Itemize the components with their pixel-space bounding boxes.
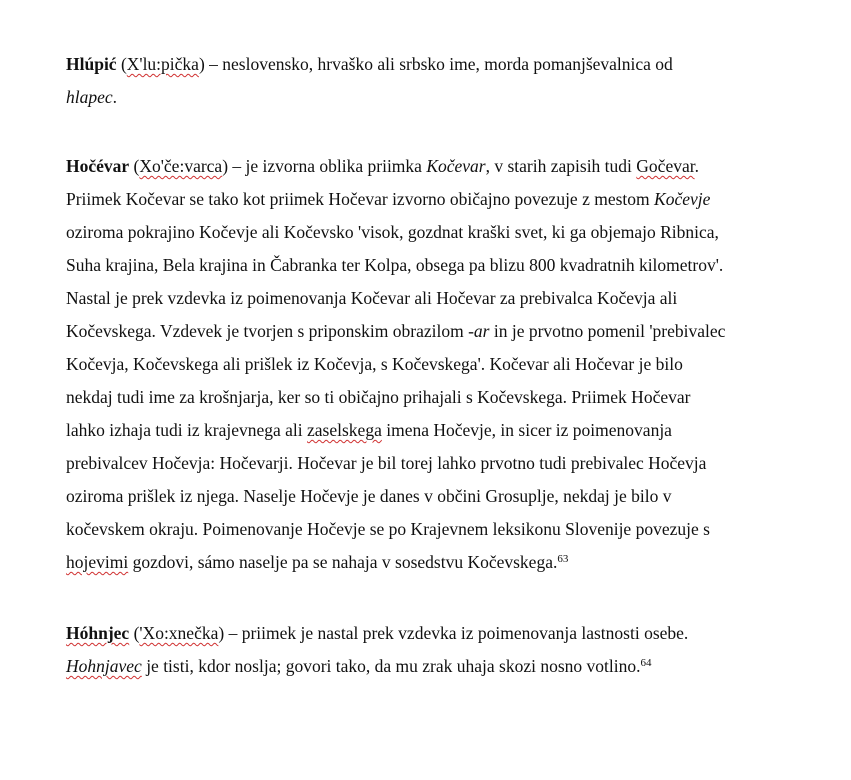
entry-line [66,81,806,114]
pronunciation: Xo'če:varca [139,156,223,176]
italic-term: Kočevar [426,156,486,176]
entry-line [66,315,806,348]
entry-line: Suha krajina, Bela krajina in Čabranka ter Kolpa, obsega pa blizu 800 kvadratnih kilometrov'. [66,255,724,275]
entry-text: in je prvotno pomenil 'prebivalec [493,321,726,341]
spellcheck-word: Gočevar [636,156,695,176]
entry-text: – je izvorna oblika priimka [232,156,422,176]
entry-text: – neslovensko, hrvaško ali srbsko ime, morda pomanjševalnica od [209,54,673,74]
entry-line [66,650,806,683]
entry-line: Hóhnjec ('Xo:xnečka) – priimek je nastal prek vzdevka iz poimenovanja lastnosti osebe. [66,623,689,643]
footnote-ref[interactable]: 64 [640,657,652,669]
entry-text: – priimek je nastal prek vzdevka iz poimenovanja lastnosti osebe. [228,623,689,643]
entry-hlupic [66,48,806,114]
entry-hocevar [66,150,806,579]
spellcheck-word: hojevimi [66,552,129,572]
entry-headword: Hočévar [66,156,130,176]
footnote-ref[interactable]: 63 [557,553,569,565]
entry-line: Kočevja, Kočevskega ali prišlek iz Kočevja, s Kočevskega'. Kočevar ali Hočevar je bilo [66,354,683,374]
pronunciation: X'lu:pička [126,54,199,74]
entry-line: nekdaj tudi ime za krošnjarja, ker so ti običajno prihajali s Kočevskega. Priimek Hočevar [66,387,691,407]
entry-text: lahko izhaja tudi iz krajevnega ali [66,420,303,440]
entry-line: prebivalcev Hočevja: Hočevarji. Hočevar je bil torej lahko prvotno tudi prebivalec Hočevja [66,453,707,473]
entry-text: imena Hočevje, in sicer iz poimenovanja [386,420,672,440]
entry-line: Hlúpić (X'lu:pička) – neslovensko, hrvaško ali srbsko ime, morda pomanjševalnica od [66,54,673,74]
entry-line: Nastal je prek vzdevka iz poimenovanja Kočevar ali Hočevar za prebivalca Kočevja ali [66,288,678,308]
entry-text: Kočevskega. Vzdevek je tvorjen s priponskim obrazilom [66,321,464,341]
entry-headword: Hlúpić [66,54,117,74]
italic-term: hlapec [66,87,113,107]
entry-line [66,414,806,447]
spellcheck-word: zaselskega [307,420,382,440]
italic-term: -ar [468,321,490,341]
entry-text: . [112,87,118,107]
italic-term: Kočevje [654,189,711,209]
entry-line: oziroma pokrajino Kočevje ali Kočevsko 'visok, gozdnat kraški svet, ki ga objemajo Ribnica, [66,222,719,242]
entry-headword: Hóhnjec [66,623,130,643]
entry-text: . [694,156,699,176]
entry-line: oziroma prišlek iz njega. Naselje Hočevje je danes v občini Grosuplje, nekdaj je bilo v [66,486,672,506]
italic-term: Hohnjavec [66,656,142,676]
entry-line: kočevskem okraju. Poimenovanje Hočevje se po Krajevnem leksikonu Slovenije povezuje s [66,519,710,539]
entry-line: Hočévar (Xo'če:varca) – je izvorna oblika priimka Kočevar, v starih zapisih tudi Gočevar. [66,156,699,176]
entry-text: gozdovi, sámo naselje pa se nahaja v sosedstvu Kočevskega. [132,552,558,572]
pronunciation: 'Xo:xnečka [139,623,219,643]
entry-text: , v starih zapisih tudi [485,156,632,176]
entry-text: je tisti, kdor noslja; govori tako, da mu zrak uhaja skozi nosno votlino. [146,656,641,676]
entry-line [66,183,806,216]
entry-text: Priimek Kočevar se tako kot priimek Hočevar izvorno običajno povezuje z mestom [66,189,650,209]
entry-line [66,546,806,579]
entry-hohnjec [66,617,806,683]
